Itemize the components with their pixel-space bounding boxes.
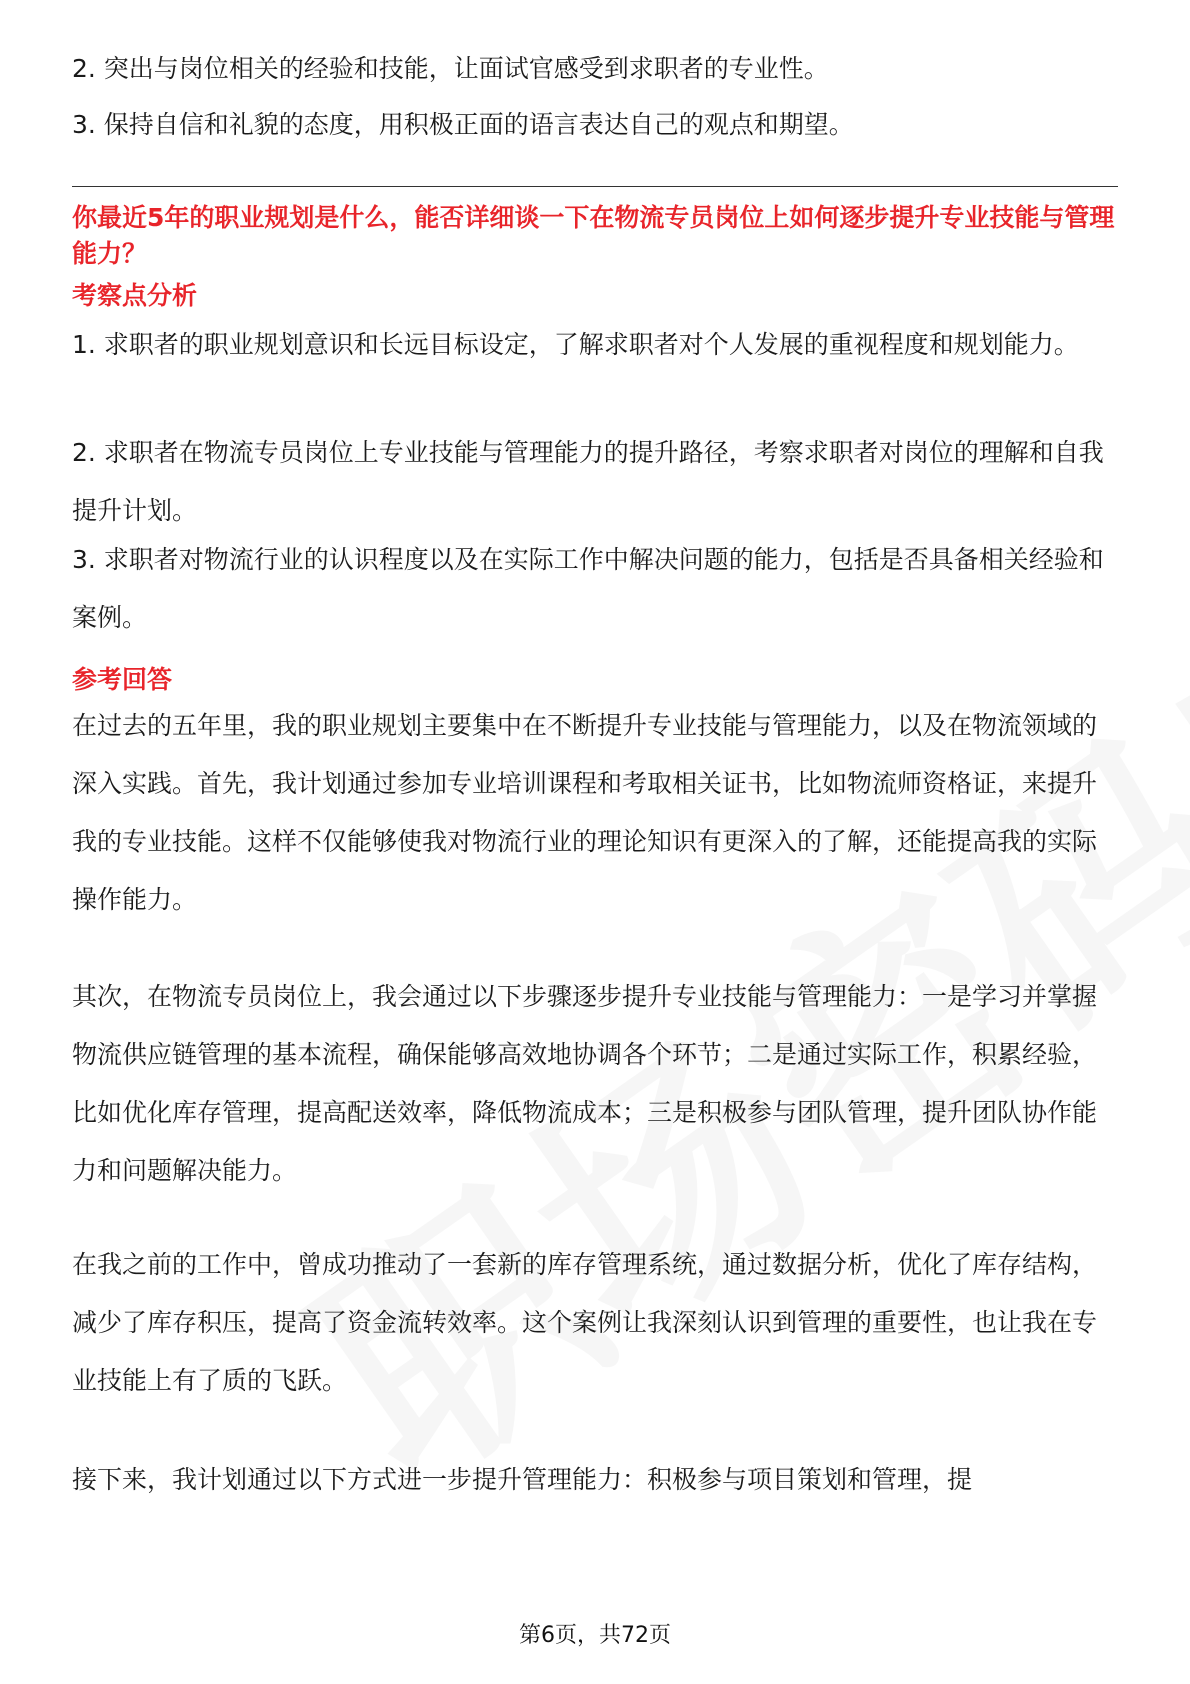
analysis-point-2: 2. 求职者在物流专员岗位上专业技能与管理能力的提升路径，考察求职者对岗位的理解和自我提升计划。: [72, 438, 1104, 525]
prev-point-3: 3. 保持自信和礼貌的态度，用积极正面的语言表达自己的观点和期望。: [72, 110, 854, 139]
answer-paragraph-3: 在我之前的工作中，曾成功推动了一套新的库存管理系统，通过数据分析，优化了库存结构，减少了库存积压，提高了资金流转效率。这个案例让我深刻认识到管理的重要性，也让我在专业技能上有了质的飞跃。: [72, 1250, 1098, 1395]
question-title: 你最近5年的职业规划是什么，能否详细谈一下在物流专员岗位上如何逐步提升专业技能与管理能力？: [72, 203, 1115, 268]
document-page: [72, 0, 1118, 1684]
answer-paragraph-1: 在过去的五年里，我的职业规划主要集中在不断提升专业技能与管理能力，以及在物流领域的深入实践。首先，我计划通过参加专业培训课程和考取相关证书，比如物流师资格证，来提升我的专业技能。这样不仅能够使我对物流行业的理论知识有更深入的了解，还能提高我的实际操作能力。: [72, 711, 1098, 914]
analysis-point-1: 1. 求职者的职业规划意识和长远目标设定，了解求职者对个人发展的重视程度和规划能力。: [72, 330, 1079, 359]
analysis-point-3: 3. 求职者对物流行业的认识程度以及在实际工作中解决问题的能力，包括是否具备相关经验和案例。: [72, 545, 1104, 632]
answer-paragraph-4: 接下来，我计划通过以下方式进一步提升管理能力：积极参与项目策划和管理，提: [72, 1465, 973, 1494]
section-divider: [72, 186, 1118, 187]
analysis-heading: 考察点分析: [72, 281, 198, 310]
answer-heading: 参考回答: [72, 665, 173, 694]
page-footer: 第6页，共72页: [519, 1623, 671, 1648]
prev-point-2: 2. 突出与岗位相关的经验和技能，让面试官感受到求职者的专业性。: [72, 54, 829, 83]
answer-paragraph-2: 其次，在物流专员岗位上，我会通过以下步骤逐步提升专业技能与管理能力：一是学习并掌握物流供应链管理的基本流程，确保能够高效地协调各个环节；二是通过实际工作，积累经验，比如优化库存管理，提高配送效率，降低物流成本；三是积极参与团队管理，提升团队协作能力和问题解决能力。: [72, 982, 1098, 1185]
